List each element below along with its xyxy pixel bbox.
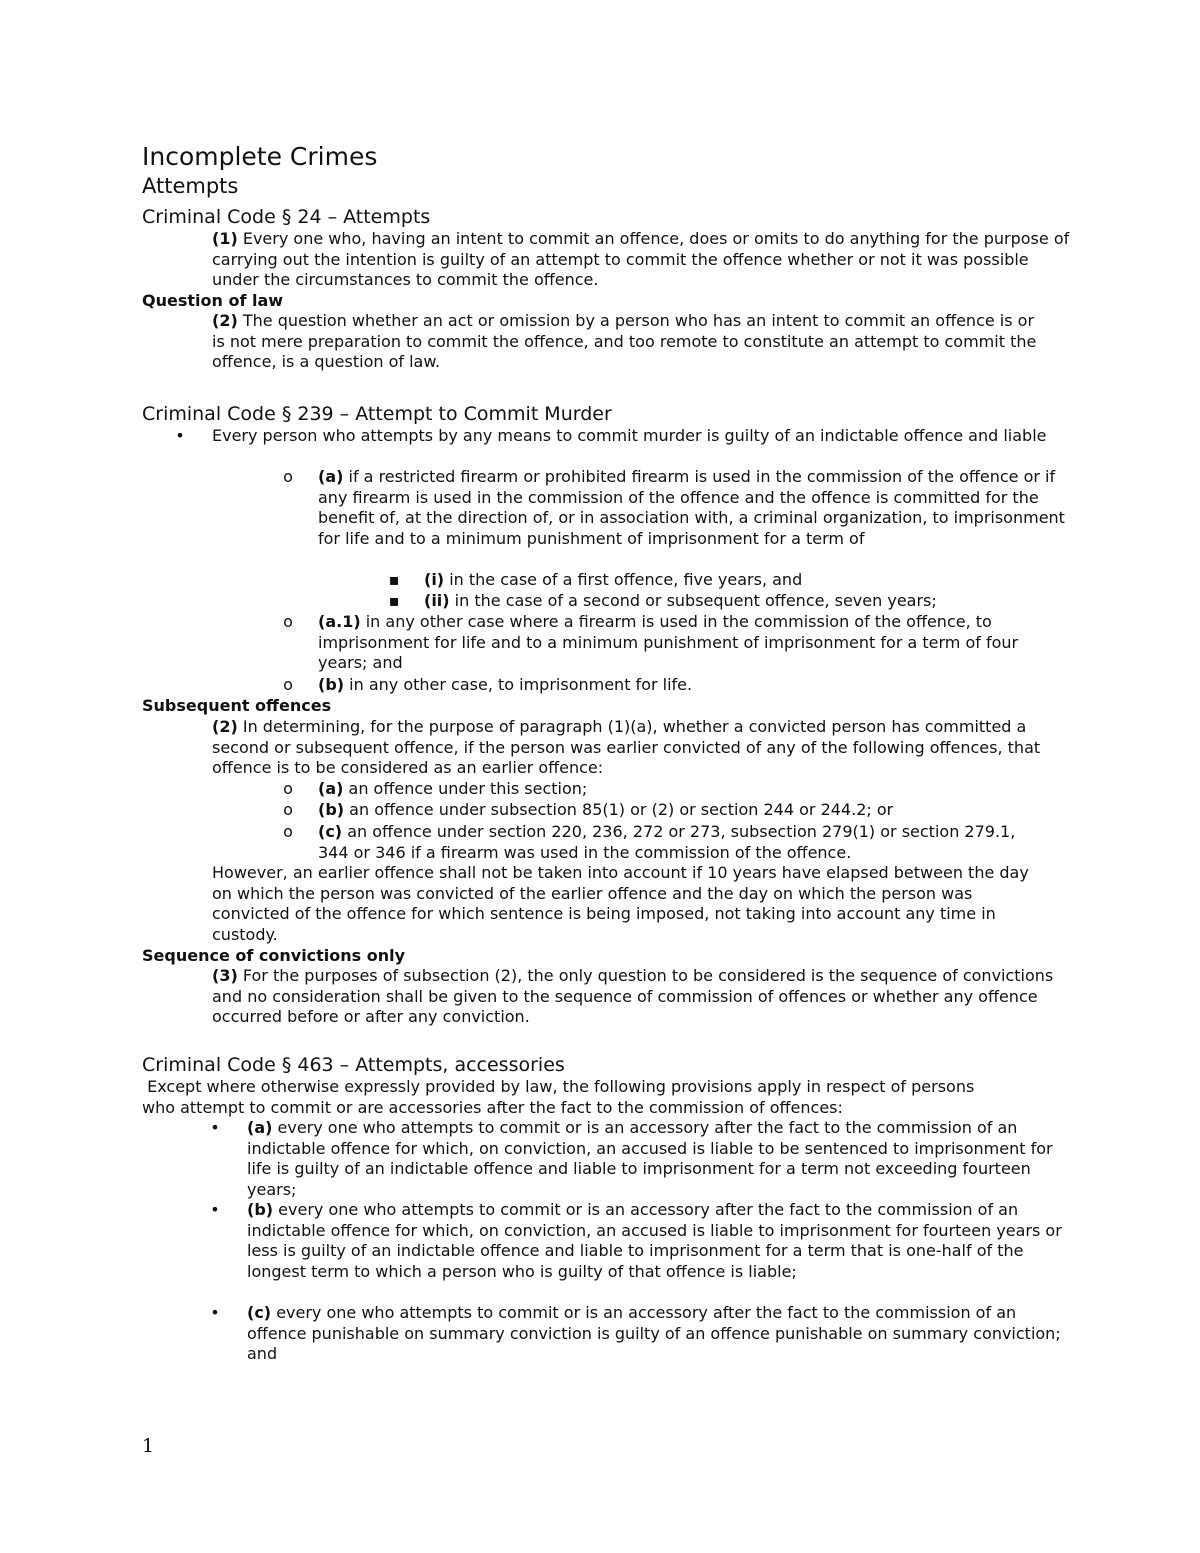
s463-para-a-num: (a) xyxy=(247,1118,273,1137)
s239-subsection-3-num: (3) xyxy=(212,966,238,985)
s463-para-c-num: (c) xyxy=(247,1303,272,1322)
s24-heading: Criminal Code § 24 – Attempts xyxy=(142,206,431,228)
s239-marginal-note-subsequent: Subsequent offences xyxy=(142,696,332,715)
s239-para-a xyxy=(318,467,1070,549)
s239-subpara-i-num: (i) xyxy=(424,570,445,589)
bullet-circle: o xyxy=(283,467,293,486)
s24-subsection-1-num: (1) xyxy=(212,229,238,248)
s463-para-a xyxy=(247,1118,1065,1200)
s239-para-a1-num: (a.1) xyxy=(318,612,361,631)
s239-sub-b-num: (b) xyxy=(318,800,345,819)
s239-sub-a-num: (a) xyxy=(318,779,344,798)
s463-para-c xyxy=(247,1303,1065,1365)
s24-subsection-1-text: Every one who, having an intent to commit an offence, does or omits to do anything for the purpose of carrying out the intention is guilty of an attempt to commit the offence whether or not it was possible under the circumstances to commit the offence. xyxy=(212,229,1070,290)
s239-subpara-ii-text: in the case of a second or subsequent offence, seven years; xyxy=(449,591,937,610)
s463-para-c-text: every one who attempts to commit or is an accessory after the fact to the commission of an offence punishable on summary conviction is guilty of an offence punishable on summary conviction; and xyxy=(247,1303,1061,1364)
s239-subsection-2 xyxy=(212,717,1042,779)
s239-subsection-2-num: (2) xyxy=(212,717,238,736)
s463-intro: Except where otherwise expressly provided by law, the following provisions apply in respect of persons who attempt to commit or are accessories after the fact to the commission of offences: xyxy=(142,1077,980,1117)
bullet-circle: o xyxy=(283,675,293,694)
s463-para-b-num: (b) xyxy=(247,1200,274,1219)
bullet-circle: o xyxy=(283,779,293,798)
bullet-circle: o xyxy=(283,800,293,819)
bullet-dot: • xyxy=(210,1118,220,1137)
s239-para-b-text: in any other case, to imprisonment for life. xyxy=(344,675,693,694)
s239-sub-c-text: an offence under section 220, 236, 272 or 273, subsection 279(1) or section 279.1, 344 or 346 if a firearm was used in the commission of the offence. xyxy=(318,822,1016,862)
s239-para-a1-text: in any other case where a firearm is used in the commission of the offence, to imprisonment for life and to a minimum punishment of imprisonment for a term of four years; and xyxy=(318,612,1019,673)
s239-sub-a-text: an offence under this section; xyxy=(343,779,588,798)
s239-subpara-ii xyxy=(424,591,1064,612)
s239-subsection-3-text: For the purposes of subsection (2), the only question to be considered is the sequence of convictions and no consideration shall be given to the sequence of commission of offences or whether any offence occurred before or after any conviction. xyxy=(212,966,1054,1027)
s239-marginal-note-sequence: Sequence of convictions only xyxy=(142,946,406,965)
s463-heading: Criminal Code § 463 – Attempts, accessories xyxy=(142,1054,565,1076)
s239-subpara-ii-num: (ii) xyxy=(424,591,450,610)
bullet-dot: • xyxy=(210,1200,220,1219)
s239-subpara-i xyxy=(424,570,1064,591)
bullet-square: ▪ xyxy=(388,591,400,610)
s239-subpara-i-text: in the case of a first offence, five years, and xyxy=(444,570,803,589)
s239-sub-c-num: (c) xyxy=(318,822,343,841)
s239-subsection-2-text: In determining, for the purpose of paragraph (1)(a), whether a convicted person has committed a second or subsequent offence, if the person was earlier convicted of any of the following offences, that offence is to be considered as an earlier offence: xyxy=(212,717,1041,778)
s463-para-b-text: every one who attempts to commit or is an accessory after the fact to the commission of an indictable offence for which, on conviction, an accused is liable to imprisonment for fourteen years or less is guilty of an indictable offence and liable to imprisonment for a term that is one-half of the longest term to which a person who is guilty of that offence is liable; xyxy=(247,1200,1062,1281)
s463-para-a-text: every one who attempts to commit or is an accessory after the fact to the commission of an indictable offence for which, on conviction, an accused is liable to be sentenced to imprisonment for life is guilty of an indictable offence and liable to imprisonment for a term not exceeding fourteen years; xyxy=(247,1118,1053,1199)
s24-subsection-1 xyxy=(212,229,1070,291)
s24-subsection-2-num: (2) xyxy=(212,311,238,330)
s24-subsection-2-text: The question whether an act or omission by a person who has an intent to commit an offence is or is not mere preparation to commit the offence, and too remote to constitute an attempt to commit the offence, is a question of law. xyxy=(212,311,1037,372)
bullet-square: ▪ xyxy=(388,570,400,589)
s239-sub-a xyxy=(318,779,1058,800)
s239-para-b-num: (b) xyxy=(318,675,345,694)
s239-sub-b xyxy=(318,800,1058,821)
s239-para-a-text: if a restricted firearm or prohibited firearm is used in the commission of the offence or if any firearm is used in the commission of the offence and the offence is committed for the benefit of, at the direction of, or in association with, a criminal organization, to imprisonment for life and to a minimum punishment of imprisonment for a term of xyxy=(318,467,1065,548)
bullet-dot: • xyxy=(210,1303,220,1322)
s239-para-b xyxy=(318,675,1058,696)
s239-however-paragraph: However, an earlier offence shall not be taken into account if 10 years have elapsed between the day on which the person was convicted of the earlier offence and the day on which the person was convicted of the offence for which sentence is being imposed, not taking into account any time in custody. xyxy=(212,863,1029,944)
page-number: 1 xyxy=(142,1435,155,1457)
bullet-dot: • xyxy=(175,426,185,445)
s239-sub-b-text: an offence under subsection 85(1) or (2) or section 244 or 244.2; or xyxy=(344,800,894,819)
s239-intro xyxy=(212,426,1052,447)
s463-para-b xyxy=(247,1200,1065,1282)
s24-subsection-2 xyxy=(212,311,1042,373)
s239-para-a-num: (a) xyxy=(318,467,344,486)
document-title: Incomplete Crimes xyxy=(142,142,378,171)
s24-marginal-note: Question of law xyxy=(142,291,284,310)
s239-intro-text: Every person who attempts by any means to commit murder is guilty of an indictable offence and liable xyxy=(212,426,1047,445)
s239-sub-c xyxy=(318,822,1046,863)
s239-heading: Criminal Code § 239 – Attempt to Commit Murder xyxy=(142,403,612,425)
s239-subsection-3 xyxy=(212,966,1072,1028)
bullet-circle: o xyxy=(283,612,293,631)
s239-para-a1 xyxy=(318,612,1058,674)
section-heading-attempts: Attempts xyxy=(142,174,239,198)
bullet-circle: o xyxy=(283,822,293,841)
